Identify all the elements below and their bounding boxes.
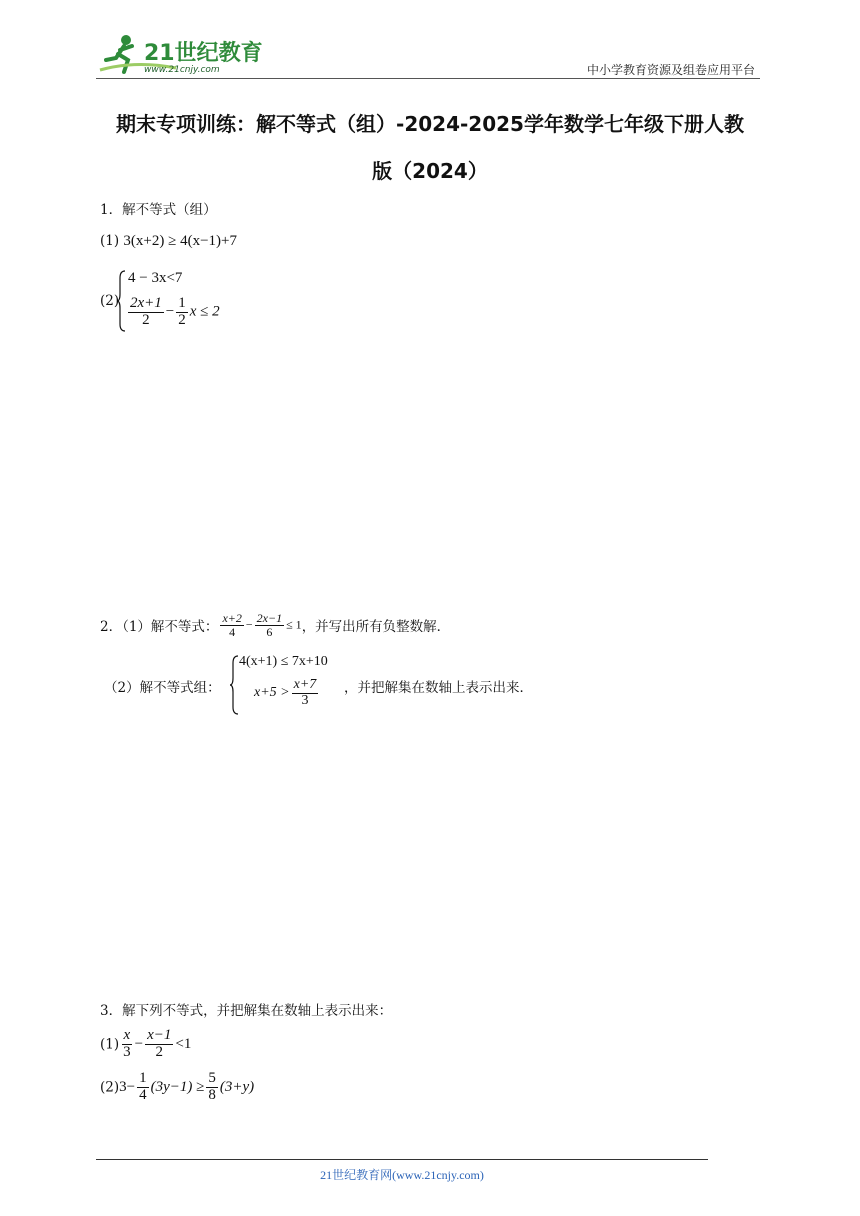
site-logo: [96, 30, 266, 76]
footer-divider: [96, 1159, 708, 1160]
q1-p1-label: (1): [100, 233, 120, 249]
q2-p2-line2: x+5 > $\frac{x+7}{3}$: [254, 677, 317, 708]
q3-part1: (1) $\frac{x}{3}$ − $\frac{x-1}{2}$ <1: [100, 1027, 192, 1060]
runner-logo-icon: [96, 30, 266, 76]
q1-p2-line2: $\frac{2x+1}{2}$ − $\frac{1}{2}$ x ≤ 2: [130, 295, 220, 328]
q2-p2-line1: 4(x+1) ≤ 7x+10: [239, 654, 328, 669]
q1-part1: [100, 233, 237, 250]
q1-p2-label: (2): [100, 293, 120, 309]
logo-text: 21世纪教育: [144, 41, 263, 66]
logo-url-text: www.21cnjy.com: [144, 65, 220, 75]
q2-p2-suffix: ，并把解集在数轴上表示出来．: [344, 680, 533, 696]
q2-p2-prefix: （2）解不等式组：: [104, 680, 221, 696]
q3-part2: (2)3− $\frac{1}{4}$ (3y−1) ≥ $\frac{5}{8}$ (3+y): [100, 1070, 255, 1103]
page-title-line2: 版（2024）: [372, 159, 488, 183]
q1-p2-line1: 4 − 3x<7: [128, 270, 183, 286]
q2-part1: 2．（1）解不等式： $\frac{x+2}{4}$ − $\frac{2x-1}{6}$ ≤ 1，并写出所有负整数解．: [100, 611, 451, 639]
platform-name: 中小学教育资源及组卷应用平台: [586, 63, 755, 77]
footer-link[interactable]: 21世纪教育网(www.21cnjy.com): [320, 1168, 484, 1182]
page-title-line1: 期末专项训练：解不等式（组）-2024-2025学年数学七年级下册人教: [116, 112, 744, 136]
q1-p1-math: 3(x+2) ≥ 4(x−1)+7: [123, 233, 238, 249]
header-divider: [96, 78, 760, 79]
q1-stem: 1．解不等式（组）: [100, 202, 217, 218]
q3-stem: 3．解下列不等式，并把解集在数轴上表示出来：: [100, 1003, 393, 1019]
